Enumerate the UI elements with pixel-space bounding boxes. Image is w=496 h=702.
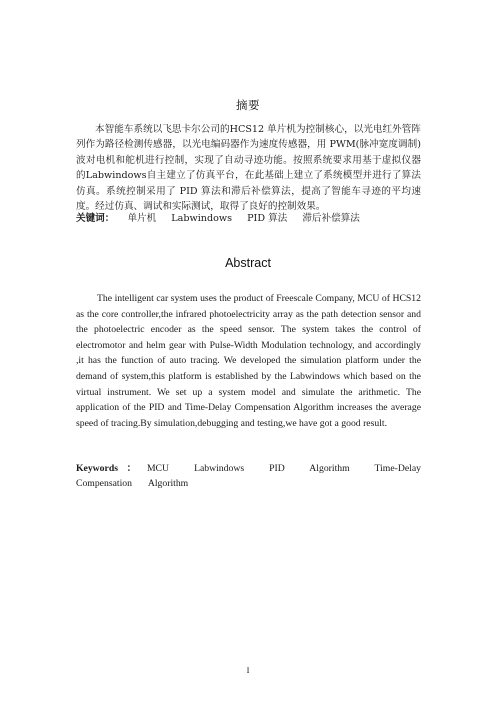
chinese-abstract-title: 摘要 <box>236 98 260 112</box>
chinese-keyword: 单片机 <box>127 213 157 224</box>
chinese-keyword: PID 算法 <box>247 213 288 224</box>
chinese-keywords-label: 关键词： <box>76 213 115 224</box>
english-keywords-list: MCU Labwindows PID Algorithm Time-Delay Compensation Algorithm <box>76 463 421 490</box>
chinese-keyword: 滞后补偿算法 <box>302 213 360 224</box>
english-keywords-label: Keywords： <box>76 463 145 474</box>
page-number: I <box>246 665 250 675</box>
chinese-keywords <box>76 211 421 226</box>
chinese-abstract-body: 本智能车系统以飞思卡尔公司的HCS12 单片机为控制核心，以光电红外管阵列作为路径检测传感器，以光电编码器作为速度传感器，用 PWM(脉冲宽度调制)波对电机和舵机进行控制，实现了自动寻迹功能。按照系统要求用基于虚拟仪器的Labwindows自主建立了仿真平台，在此基础上建立了系统模型并进行了算法仿真。系统控制采用了 PID 算法和滞后补偿算法，提高了智能车寻迹的平均速度。经过仿真、调试和实际测试，取得了良好的控制效果。 <box>76 124 421 213</box>
english-abstract-body: The intelligent car system uses the product of Freescale Company, MCU of HCS12 as the core controller,the infrared photoelectricity array as the path detection sensor and the photoelectric encoder as the speed sensor. The system takes the control of electromotor and helm gear with Pulse-Width Modulation technology, and accordingly ,it has the function of auto tracing. We developed the simulation platform under the demand of system,this platform is established by the Labwindows which based on the virtual instrument. We set up a system model and simulate the arithmetic. The application of the PID and Time-Delay Compensation Algorithm increases the average speed of tracing.By simulation,debugging and testing,we have got a good result. <box>76 293 421 429</box>
chinese-keyword: Labwindows <box>171 213 233 224</box>
english-keywords <box>76 461 421 492</box>
english-abstract-title: Abstract <box>225 256 271 270</box>
